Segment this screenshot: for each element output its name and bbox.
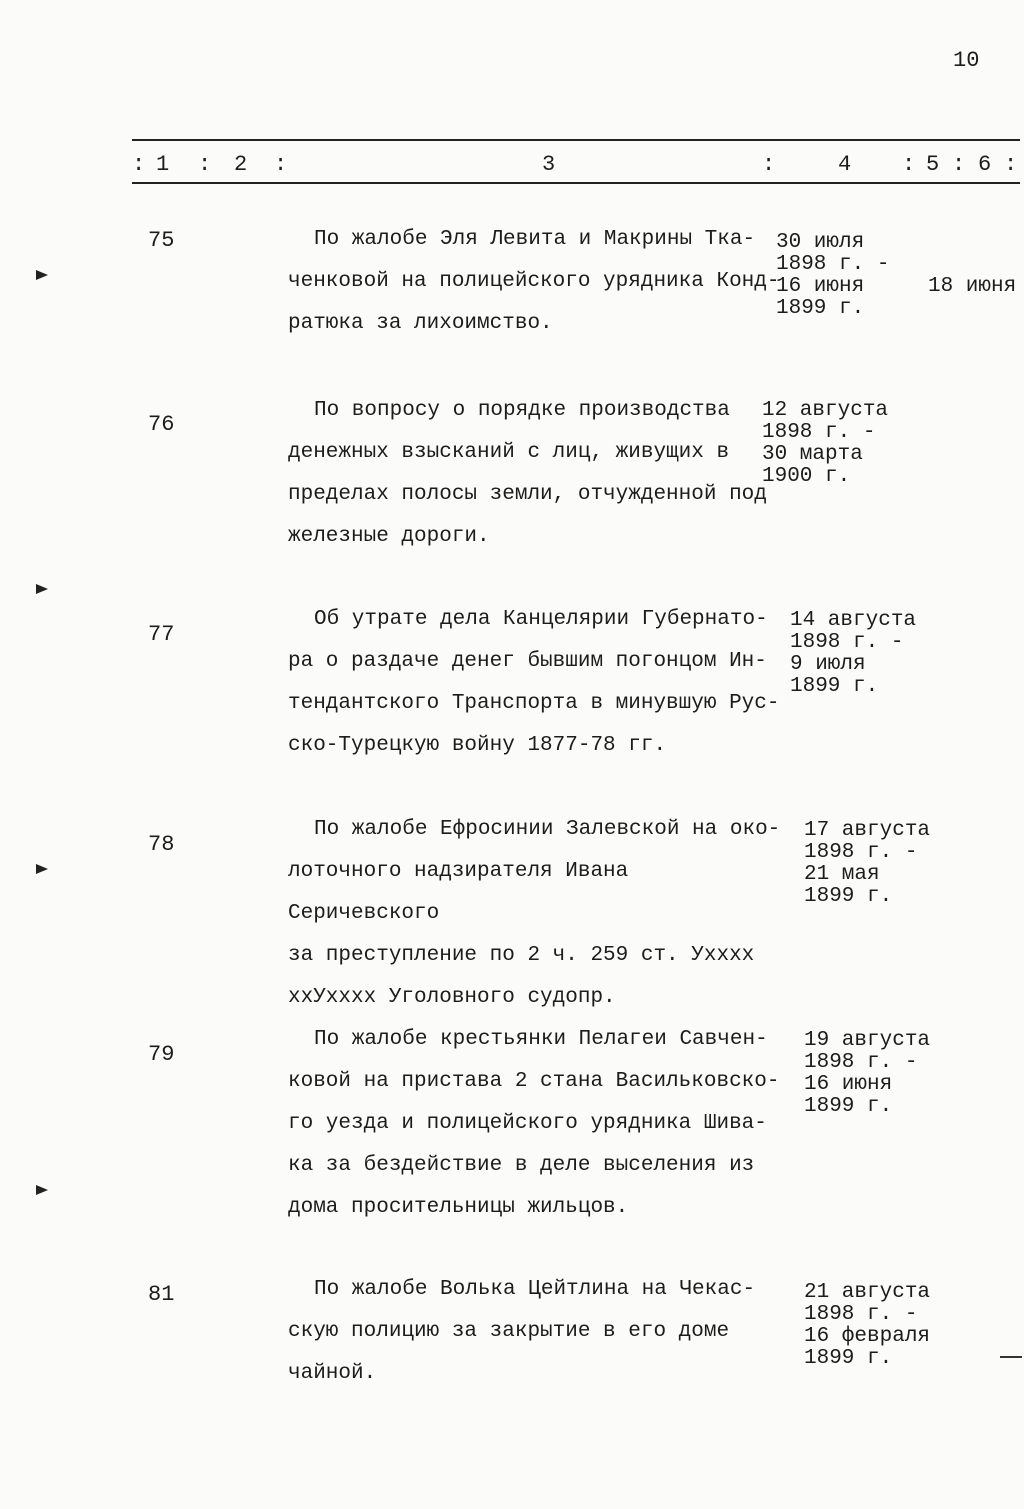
page-number: 10 <box>953 48 980 73</box>
header-col-1: 1 <box>156 152 170 177</box>
table-header-bottom-rule <box>132 182 1020 184</box>
entry-dates: 19 августа 1898 г. - 16 июня 1899 г. <box>804 1029 931 1118</box>
header-separator: : <box>274 152 288 177</box>
entry-description: Об утрате дела Канцелярии Губернато- ра о раздаче денег бывшим погонцом Ин- тендантского Транспорта в минувшую Рус- ско-Турецкую войну 1877-78 гг. <box>288 608 780 757</box>
entry-dates: 21 августа 1898 г. - 16 февраля 1899 г. <box>804 1281 931 1370</box>
binding-hole-mark <box>36 270 48 280</box>
binding-hole-mark <box>36 584 48 594</box>
binding-hole-mark <box>36 1185 48 1195</box>
entry-number: 77 <box>148 622 175 647</box>
entry-number: 81 <box>148 1282 175 1307</box>
entry-description: По жалобе крестьянки Пелагеи Савчен- ковой на пристава 2 стана Васильковско- го уезда и полицейского урядника Шива- ка за бездействие в деле выселения из дома просительницы жильцов. <box>288 1028 780 1219</box>
header-col-3: 3 <box>542 152 556 177</box>
header-separator: : <box>762 152 776 177</box>
entry-description: По жалобе Ефросинии Залевской на око- лоточного надзирателя Ивана Серичевского за преступление по 2 ч. 259 ст. Ухххх ххУхххх Уголовного судопр. <box>288 818 781 1009</box>
entry-number: 76 <box>148 412 175 437</box>
binding-hole-mark <box>36 864 48 874</box>
header-separator: : <box>902 152 916 177</box>
entry-description: По жалобе Волька Цейтлина на Чекас- скую полицию за закрытие в его доме чайной. <box>288 1278 756 1385</box>
entry-number: 75 <box>148 228 175 253</box>
entry-description: По жалобе Эля Левита и Макрины Тка- ченковой на полицейского урядника Конд- ратюка за лихоимство. <box>288 228 780 335</box>
entry-dates: 12 августа 1898 г. - 30 марта 1900 г. <box>762 399 889 488</box>
entry-number: 78 <box>148 832 175 857</box>
entry-description: По вопросу о порядке производства денежных взысканий с лиц, живущих в пределах полосы земли, отчужденной под железные дороги. <box>288 399 767 548</box>
header-separator: : <box>952 152 966 177</box>
header-col-6: 6 <box>978 152 992 177</box>
entry-dates: 30 июля 1898 г. - 16 июня 1899 г. <box>776 231 890 320</box>
header-separator: : <box>198 152 212 177</box>
entry-extra-date: 18 июня <box>928 275 1017 298</box>
entry-dates: 17 августа 1898 г. - 21 мая 1899 г. <box>804 819 931 908</box>
entry-dates: 14 августа 1898 г. - 9 июля 1899 г. <box>790 609 917 698</box>
header-separator: : <box>1004 152 1018 177</box>
header-separator: : <box>132 152 146 177</box>
header-col-2: 2 <box>234 152 248 177</box>
header-col-4: 4 <box>838 152 852 177</box>
margin-dash <box>1000 1356 1022 1358</box>
table-header-top-rule <box>132 139 1020 141</box>
header-col-5: 5 <box>926 152 940 177</box>
entry-number: 79 <box>148 1042 175 1067</box>
